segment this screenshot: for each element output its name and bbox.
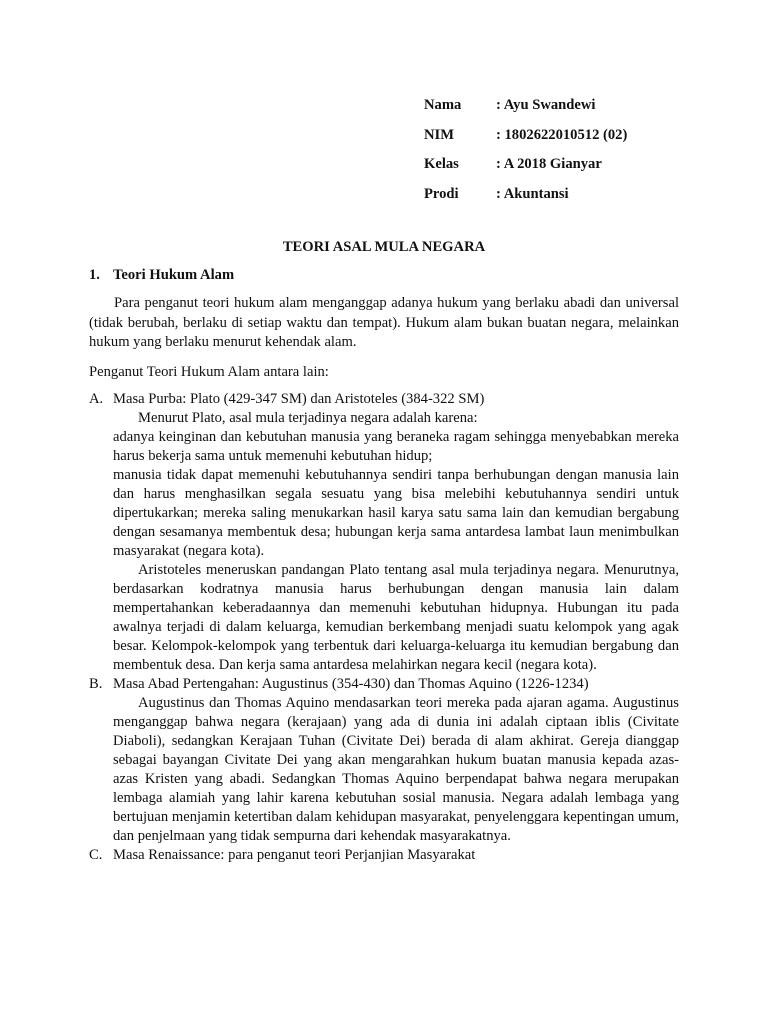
paragraph: manusia tidak dapat memenuhi kebutuhannya sendiri tanpa berhubungan dengan manusia lain dan harus menghasilkan segala sesuatu yang bisa melebihi kebutuhannya sendiri untuk dipertukarkan; mereka saling menukarkan hasil karya satu sama lain dan kemudian bergabung dengan sesamanya membentuk desa; hubungan kerja sama antardesa lambat laun menimbulkan masyarakat (negara kota). [113,467,679,559]
info-row-nim [424,121,627,151]
adherents-list [89,390,679,865]
paragraph: Menurut Plato, asal mula terjadinya negara adalah karena: [138,410,478,426]
list-item-a [89,390,679,675]
paragraph: adanya keinginan dan kebutuhan manusia yang beraneka ragam sehingga menyebabkan mereka harus bekerja sama untuk memenuhi kebutuhan hidup; [113,429,679,464]
list-item-heading: Masa Purba: Plato (429-347 SM) dan Aristoteles (384-322 SM) [113,391,485,407]
list-marker: C. [89,847,103,863]
list-marker: B. [89,676,103,692]
info-label: Nama [424,97,462,114]
paragraph: Aristoteles meneruskan pandangan Plato tentang asal mula terjadinya negara. Menurutnya, berdasarkan kodratnya manusia harus berhubungan dengan manusia lain dalam mempertahankan keberadaannya dan memenuhi kebutuhan hidupnya. Hubungan itu pada awalnya terjadi di dalam keluarga, kemudian berkembang menjadi suatu kelompok yang agak besar. Kelompok-kelompok yang terbentuk dari keluarga-keluarga itu kemudian bergabung dan membentuk desa. Dan kerja sama antardesa melahirkan negara kecil (negara kota). [113,562,679,673]
paragraph-intro: Para penganut teori hukum alam menganggap adanya hukum yang berlaku abadi dan universal (tidak berubah, berlaku di setiap waktu dan tempat). Hukum alam bukan buatan negara, melainkan hukum yang berlaku menurut kehendak alam. [89,295,679,350]
info-value: : Ayu Swandewi [496,97,596,114]
paragraph: Augustinus dan Thomas Aquino mendasarkan teori mereka pada ajaran agama. Augustinus menganggap bahwa negara (kerajaan) yang ada di dunia ini adalah ciptaan iblis (Civitate Diaboli), sedangkan Kerajaan Tuhan (Civitate Dei) berada di alam akhirat. Gereja dianggap sebagai bayangan Civitate Dei yang akan mengarahkan hukum buatan manusia kepada azas-azas Kristen yang abadi. Sedangkan Thomas Aquino berpendapat bahwa negara merupakan lembaga alamiah yang lahir karena kebutuhan sosial manusia. Negara adalah lembaga yang bertujuan menjamin ketertiban dalam kehidupan masyarakat, penyelenggara kepentingan umum, dan penjelmaan yang tidak sempurna dari kehendak masyarakatnya. [113,695,679,844]
list-item-b [89,675,679,846]
info-label: NIM [424,126,454,143]
student-info [424,91,627,209]
list-item-heading: Masa Abad Pertengahan: Augustinus (354-430) dan Thomas Aquino (1226-1234) [113,676,589,692]
info-value: : A 2018 Gianyar [496,156,602,173]
info-label: Prodi [424,185,459,202]
info-value: : Akuntansi [496,185,569,202]
info-row-kelas [424,150,627,180]
info-row-prodi [424,180,627,210]
info-value: : 1802622010512 (02) [496,126,628,143]
list-item-heading: Masa Renaissance: para penganut teori Perjanjian Masyarakat [113,847,476,863]
document-title: TEORI ASAL MULA NEGARA [282,239,486,255]
list-marker: A. [89,391,104,407]
list-item-c [89,846,679,865]
section-number: 1. [89,267,100,283]
paragraph-adherents: Penganut Teori Hukum Alam antara lain: [89,364,329,380]
section-heading [89,267,234,284]
info-label: Kelas [424,156,459,173]
section-title: Teori Hukum Alam [113,267,235,283]
info-row-nama [424,91,627,121]
